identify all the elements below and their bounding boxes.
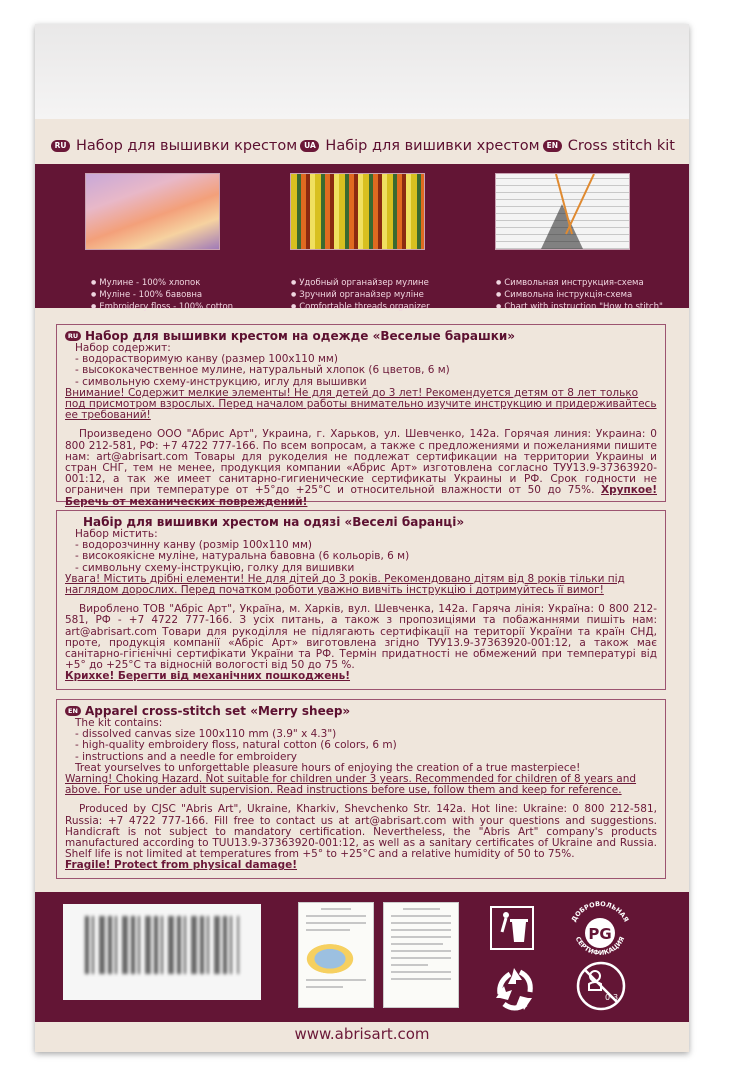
feature-caption-1: ● Мулине - 100% хлопок ● Муліне - 100% бавовна ● Embroidery floss - 100% cotton (91, 277, 233, 313)
ru-fragile: Хрупкое! Беречь от механических повреждений! (65, 484, 657, 508)
header-ru-title: Набор для вышивки крестом (76, 138, 298, 154)
age-restriction-icon (575, 960, 627, 1012)
en-warning: Warning! Choking Hazard. Not suitable for children under 3 years. Recommended for children of 8 years and above. For use under adult supervision. Read instructions before use, follow them and keep for reference. (65, 773, 637, 797)
ru-contains: Набор содержит: (75, 342, 171, 354)
features-band (35, 164, 689, 312)
barcode-label (63, 904, 261, 1000)
en-fragile: Fragile! Protect from physical damage! (65, 859, 298, 872)
organizer-photo (290, 173, 425, 250)
ru-item: - высококачественное мулине, натуральный хлопок (6 цветов, 6 м) (75, 364, 450, 377)
cert-logo-mark: PG (588, 925, 612, 943)
ru-section-badge: RU (65, 331, 81, 341)
bottom-band (35, 892, 689, 1022)
barcode-icon (85, 916, 239, 974)
header-en (543, 138, 675, 154)
cert-logo-text-top: ДОБРОВОЛЬНАЯ (569, 900, 631, 924)
ua-warning: Увага! Містить дрібні елементи! Не для дітей до 3 років. Рекомендовано дітям від 8 років тільки під наглядом дорослих. Перед початком роботи уважно вивчіть інструкцію і дотримуйтесь її вимог! (65, 572, 625, 597)
header-ua-title: Набір для вишивки хрестом (325, 138, 540, 154)
ru-item: - водорастворимую канву (размер 100х110 мм) (75, 353, 338, 366)
chart-needle-icon (496, 174, 629, 249)
feature-caption-2: ● Удобный органайзер мулине ● Зручний органайзер муліне ● Comfortable threads organizer (291, 277, 430, 313)
en-section-badge: EN (65, 706, 81, 716)
en-badge: EN (543, 140, 562, 152)
ua-contains: Набор містить: (75, 528, 158, 540)
ua-badge: UA (300, 140, 319, 152)
package-card (35, 119, 689, 1052)
ua-producer-info: Вироблено ТОВ "Абріс Арт", Україна, м. Харків, вул. Шевченка, 142а. Гаряча лінія: Україна: 0 800 212-581, РФ - +7 4722 777-166. З усіх питань, а також з пропозиціями та побажаннями пишіть нам: art@abrisart.com Товари для рукоділля не підлягають сертифікації на території України та країн СНД, проте, продукція компанії «Абріс Арт» виготовлена згідно ТУУ13.9-37363920-001:12, а також має санітарно-гігієнічні сертифікати України та РФ. Термін придатності не обмежений при температурі від +5° до +25°C та відносній вологості від 50 до 75 %. (65, 603, 657, 672)
en-producer-info: Produced by CJSC "Abris Art", Ukraine, Kharkiv, Shevchenko Str. 142a. Hot line: Ukraine: 0 800 212-581, Russia: +7 4722 777-166. Fill free to contact us at art@abrisart.com with your questions and suggestions. Handicraft is not subject to mandatory certification. Nevertheless, the "Abris Art" company's products manufactured according to TUU13.9-37363920-001:12, as well as a sanitary certificates of Ukraine and Russia. Shelf life is not limited at temperatures from +5° to +25°C and a relative humidity of 50 to 75%. (65, 803, 657, 861)
website-url[interactable]: www.abrisart.com (294, 1025, 430, 1043)
ru-title: Набор для вышивки крестом на одежде «Веселые барашки» (85, 329, 516, 343)
chart-photo (495, 173, 630, 250)
en-item: - instructions and a needle for embroidery (75, 750, 297, 763)
header-ua (300, 138, 539, 154)
en-contains: The kit contains: (75, 717, 163, 729)
en-item: - dissolved canvas size 100x110 mm (3.9" x 4.3") (75, 728, 337, 741)
en-title: Apparel cross-stitch set «Merry sheep» (85, 704, 351, 718)
certificate-ru-image (383, 902, 459, 1008)
ua-title: Набір для вишивки хрестом на одязі «Веселі баранці» (83, 515, 465, 529)
hanger-strip (35, 24, 689, 120)
feature-caption-3: ● Символьная инструкция-схема ● Символьна інструкція-схема ● Chart with instruction "How to stitch" (496, 277, 663, 313)
en-treat: Treat yourselves to unforgettable pleasure hours of enjoying the creation of a true masterpiece! (75, 761, 581, 774)
ru-warning: Внимание! Содержит мелкие элементы! Не для детей до 3 лет! Рекомендуется детям от 8 лет только под присмотром взрослых. Перед началом работы внимательно изучите инструкцию и придерживайтесь ее требований! (65, 386, 657, 422)
ru-item: - символьную схему-инструкцию, иглу для вышивки (75, 375, 367, 388)
floss-photo (85, 173, 220, 250)
product-package (35, 24, 689, 1052)
ru-badge: RU (51, 140, 70, 152)
recycling-icon (490, 964, 538, 1012)
certificate-ua-image (298, 902, 374, 1008)
cert-logo-text-bottom: СЕРТИФИКАЦИЯ (573, 935, 627, 958)
ua-item: - символьну схему-інструкцію, голку для вишивки (75, 561, 355, 574)
certification-logo (565, 900, 635, 958)
header-en-title: Cross stitch kit (567, 138, 675, 154)
ua-fragile: Крихке! Берегти від механічних пошкоджень! (65, 670, 351, 683)
en-item: - high-quality embroidery floss, natural cotton (6 colors, 6 m) (75, 739, 397, 752)
language-header (51, 135, 675, 157)
recycle-bin-icon (490, 906, 534, 950)
age-mark-text: 0-3 (605, 993, 619, 1002)
ua-item: - високоякісне муліне, натуральна бавовна (6 кольорів, 6 м) (75, 550, 410, 563)
header-ru (51, 138, 297, 154)
en-section (56, 699, 666, 879)
ru-producer-info: Произведено ООО "Абрис Арт", Украина, г. Харьков, ул. Шевченко, 142а. Горячая линия: Украина: 0 800 212-581, РФ: +7 4722 777-166. По всем вопросам, а также с предложениями и пожеланиями пишите нам: art@abrisart.com Товары для рукоделия не подлежат сертификации на территории Украины и стран СНГ, тем не менее, продукция компании «Абрис Арт» изготовлена согласно ТУУ13.9-37363920-001:12, а так же имеет санитарно-гигиенические сертификаты Украины и РФ. Срок годности не ограничен при температуре от +5°до +25°C и относительной влажности от 50 до 75%. Хрупкое! Беречь от механических повреждений! (65, 428, 657, 508)
ru-section (56, 324, 666, 508)
ua-section (56, 510, 666, 690)
ua-item: - водорозчинну канву (розмір 100х110 мм) (75, 539, 312, 552)
